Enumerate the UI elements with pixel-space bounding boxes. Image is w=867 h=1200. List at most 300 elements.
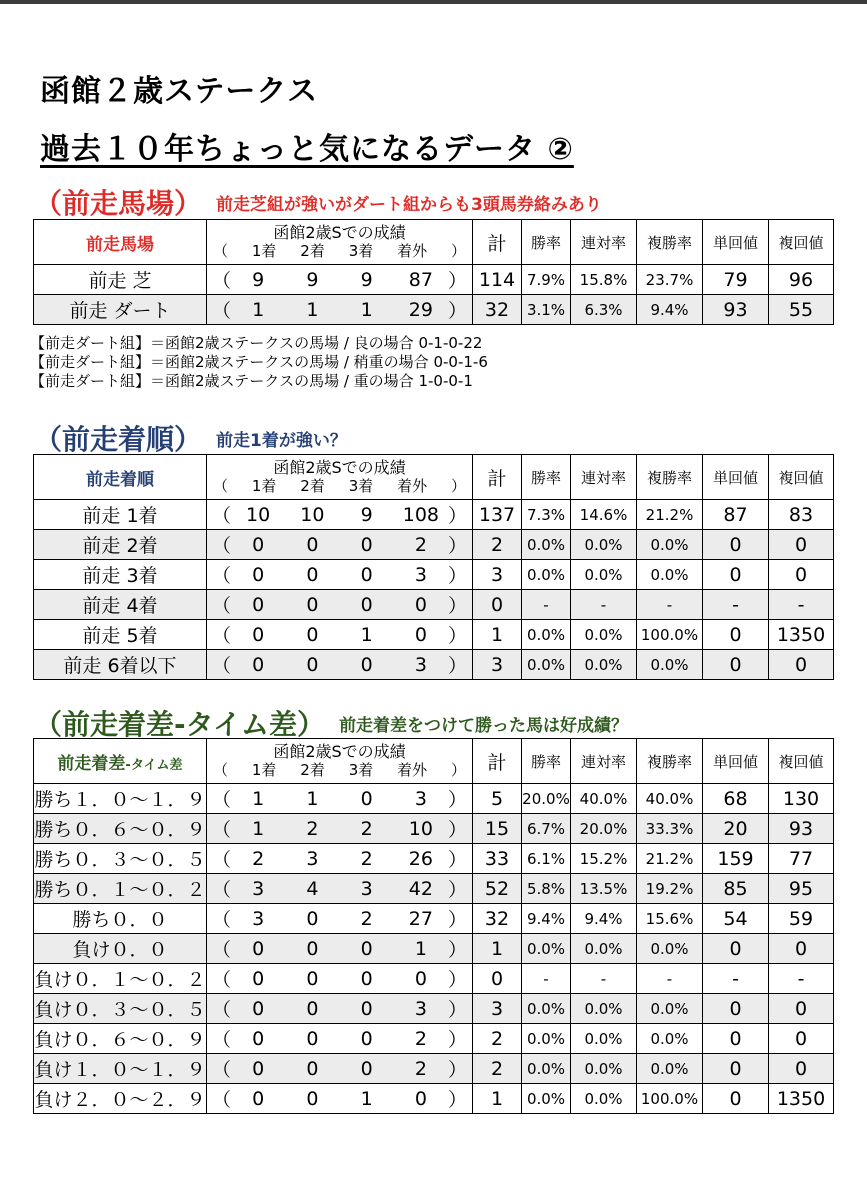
show-return-cell: 1350 <box>769 620 834 650</box>
paren-close: ） <box>450 242 466 260</box>
count-p3: 0 <box>360 593 373 616</box>
count-p3: 0 <box>360 1057 373 1080</box>
group-header-title: 函館2歳Sでの成績 <box>273 458 406 477</box>
table-row <box>34 650 834 680</box>
finish-counts-wrap <box>207 785 472 812</box>
column-header: 単回値 <box>703 220 769 265</box>
count-p4: 0 <box>414 593 427 616</box>
finish-counts-wrap <box>207 815 472 842</box>
paren-open: （ <box>212 300 232 322</box>
total-cell: 52 <box>473 874 522 904</box>
total-cell: 3 <box>473 560 522 590</box>
page-title: 函館２歳ステークス <box>40 74 319 109</box>
count-p3: 3 <box>360 877 373 900</box>
finish-counts-wrap <box>207 621 472 648</box>
count-p2: 0 <box>306 1027 319 1050</box>
paren-open: （ <box>212 625 232 647</box>
paren-open: （ <box>212 1089 232 1111</box>
section3-heading <box>34 703 628 743</box>
col-1st: 1着 <box>251 761 277 779</box>
row-label: 負け０．１～０．２ <box>34 964 207 994</box>
total-cell: 0 <box>473 590 522 620</box>
count-p3: 1 <box>360 1087 373 1110</box>
row-label: 勝ち０．６～０．９ <box>34 814 207 844</box>
show-return-cell: 0 <box>769 560 834 590</box>
count-p4: 26 <box>408 847 433 870</box>
row-label: 前走 ダート <box>34 295 207 325</box>
column-header: 連対率 <box>571 739 637 784</box>
show-return-cell: - <box>769 964 834 994</box>
paren-open: （ <box>212 939 232 961</box>
finish-counts-wrap <box>207 875 472 902</box>
paren-open: （ <box>213 242 229 260</box>
col-out: 着外 <box>397 477 428 495</box>
count-p1: 3 <box>252 907 265 930</box>
win-rate-cell: 3.1% <box>522 295 571 325</box>
count-p4: 10 <box>408 817 433 840</box>
total-cell: 33 <box>473 844 522 874</box>
paren-close: ） <box>448 849 468 871</box>
paren-close: ） <box>448 595 468 617</box>
finish-counts <box>207 295 473 325</box>
finish-counts <box>207 904 473 934</box>
count-p3: 2 <box>360 907 373 930</box>
win-return-cell: 0 <box>703 1084 769 1114</box>
count-p2: 0 <box>306 623 319 646</box>
count-p2: 0 <box>306 533 319 556</box>
win-rate-cell: 0.0% <box>522 620 571 650</box>
row-label: 勝ち０．１～０．２ <box>34 874 207 904</box>
finish-counts <box>207 994 473 1024</box>
col-2nd: 2着 <box>300 477 325 495</box>
column-header: 複勝率 <box>637 455 703 500</box>
show-rate-cell: 23.7% <box>637 265 703 295</box>
finish-counts-wrap <box>207 296 472 323</box>
quinella-rate-cell: 0.0% <box>571 994 637 1024</box>
column-header: 複回値 <box>769 739 834 784</box>
show-return-cell: 130 <box>769 784 834 814</box>
count-p3: 9 <box>360 503 373 526</box>
column-header: 勝率 <box>522 455 571 500</box>
count-p1: 0 <box>252 937 265 960</box>
col-3rd: 3着 <box>348 477 374 495</box>
quinella-rate-cell: 15.8% <box>571 265 637 295</box>
count-p4: 0 <box>414 1087 427 1110</box>
paren-close: ） <box>448 789 468 811</box>
count-p3: 0 <box>360 1027 373 1050</box>
show-rate-cell: 100.0% <box>637 620 703 650</box>
total-cell: 5 <box>473 784 522 814</box>
label-header-cell: 前走馬場 <box>34 220 207 265</box>
group-header-cell <box>207 220 473 265</box>
row-label: 前走 6着以下 <box>34 650 207 680</box>
paren-open: （ <box>212 1059 232 1081</box>
show-rate-cell: - <box>637 590 703 620</box>
paren-close: ） <box>448 999 468 1021</box>
show-rate-cell: 0.0% <box>637 650 703 680</box>
finish-counts <box>207 500 473 530</box>
show-rate-cell: 15.6% <box>637 904 703 934</box>
section2-subtitle: 前走1着が強い？ <box>216 430 347 451</box>
count-p1: 0 <box>252 653 265 676</box>
column-header: 勝率 <box>522 739 571 784</box>
paren-close: ） <box>448 1089 468 1111</box>
table-row <box>34 844 834 874</box>
quinella-rate-cell: 0.0% <box>571 560 637 590</box>
win-rate-cell: 0.0% <box>522 1024 571 1054</box>
win-return-cell: 159 <box>703 844 769 874</box>
table-row <box>34 1024 834 1054</box>
count-p2: 0 <box>306 653 319 676</box>
total-cell: 137 <box>473 500 522 530</box>
top-border <box>0 0 867 4</box>
count-p2: 0 <box>306 593 319 616</box>
count-p4: 3 <box>414 653 427 676</box>
finish-counts-wrap <box>207 266 472 293</box>
table-row <box>34 784 834 814</box>
total-cell: 32 <box>473 904 522 934</box>
paren-close: ） <box>448 939 468 961</box>
win-return-cell: 0 <box>703 650 769 680</box>
show-rate-cell: 0.0% <box>637 934 703 964</box>
note-line: 【前走ダート組】＝函館2歳ステークスの馬場 / 稍重の場合 0-0-1-6 <box>30 353 488 371</box>
row-label: 前走 2着 <box>34 530 207 560</box>
win-rate-cell: 0.0% <box>522 934 571 964</box>
section3-title: （前走着差-タイム差） <box>34 708 326 741</box>
quinella-rate-cell: - <box>571 964 637 994</box>
section1-heading <box>34 182 602 222</box>
show-return-cell: 1350 <box>769 1084 834 1114</box>
count-p2: 0 <box>306 1057 319 1080</box>
col-1st: 1着 <box>251 242 277 260</box>
count-p4: 27 <box>408 907 433 930</box>
finish-counts <box>207 560 473 590</box>
count-p4: 2 <box>414 1057 427 1080</box>
table-row <box>34 530 834 560</box>
group-header-columns <box>207 477 472 495</box>
count-p4: 3 <box>414 787 427 810</box>
column-header: 単回値 <box>703 455 769 500</box>
row-label: 前走 5着 <box>34 620 207 650</box>
count-p1: 0 <box>252 623 265 646</box>
label-header-cell: 前走着順 <box>34 455 207 500</box>
paren-open: （ <box>212 789 232 811</box>
table-row <box>34 1084 834 1114</box>
paren-close: ） <box>448 909 468 931</box>
show-rate-cell: 33.3% <box>637 814 703 844</box>
count-p2: 10 <box>300 503 325 526</box>
finish-counts <box>207 1084 473 1114</box>
count-p2: 9 <box>306 268 319 291</box>
label-header-small: -タイム差 <box>125 757 183 773</box>
win-return-cell: 93 <box>703 295 769 325</box>
finish-counts-wrap <box>207 501 472 528</box>
count-p2: 0 <box>306 563 319 586</box>
quinella-rate-cell: 15.2% <box>571 844 637 874</box>
paren-open: （ <box>212 565 232 587</box>
win-rate-cell: 0.0% <box>522 560 571 590</box>
quinella-rate-cell: 0.0% <box>571 530 637 560</box>
count-p4: 0 <box>414 967 427 990</box>
table-row <box>34 265 834 295</box>
section1-notes <box>30 334 488 391</box>
row-label: 負け０．６～０．９ <box>34 1024 207 1054</box>
quinella-rate-cell: - <box>571 590 637 620</box>
row-label: 前走 芝 <box>34 265 207 295</box>
win-return-cell: 0 <box>703 934 769 964</box>
table-row <box>34 500 834 530</box>
column-header: 連対率 <box>571 220 637 265</box>
count-p4: 1 <box>414 937 427 960</box>
count-p2: 0 <box>306 967 319 990</box>
count-p1: 10 <box>246 503 271 526</box>
paren-open: （ <box>212 819 232 841</box>
table-row <box>34 934 834 964</box>
count-p2: 1 <box>306 298 319 321</box>
paren-open: （ <box>212 655 232 677</box>
row-label: 負け１．０～１．９ <box>34 1054 207 1084</box>
row-label: 前走 4着 <box>34 590 207 620</box>
show-rate-cell: 100.0% <box>637 1084 703 1114</box>
count-p4: 87 <box>408 268 433 291</box>
total-cell: 15 <box>473 814 522 844</box>
show-return-cell: 59 <box>769 904 834 934</box>
count-p2: 3 <box>306 847 319 870</box>
paren-close: ） <box>448 300 468 322</box>
paren-open: （ <box>212 849 232 871</box>
count-p4: 42 <box>408 877 433 900</box>
group-header-title: 函館2歳Sでの成績 <box>273 223 406 242</box>
table-row <box>34 560 834 590</box>
finish-counts-wrap <box>207 935 472 962</box>
show-return-cell: 93 <box>769 814 834 844</box>
paren-open: （ <box>212 1029 232 1051</box>
total-cell: 1 <box>473 934 522 964</box>
total-cell: 1 <box>473 620 522 650</box>
label-header-main: 前走着差 <box>57 753 126 774</box>
count-p1: 9 <box>252 268 265 291</box>
show-return-cell: 55 <box>769 295 834 325</box>
win-rate-cell: 6.7% <box>522 814 571 844</box>
show-return-cell: 95 <box>769 874 834 904</box>
win-return-cell: 0 <box>703 1024 769 1054</box>
count-p3: 0 <box>360 997 373 1020</box>
count-p4: 2 <box>414 533 427 556</box>
count-p3: 1 <box>360 298 373 321</box>
win-rate-cell: - <box>522 590 571 620</box>
row-label: 勝ち０．３～０．５ <box>34 844 207 874</box>
quinella-rate-cell: 0.0% <box>571 620 637 650</box>
win-rate-cell: 7.9% <box>522 265 571 295</box>
win-rate-cell: - <box>522 964 571 994</box>
paren-close: ） <box>448 879 468 901</box>
count-p3: 1 <box>360 623 373 646</box>
page-subtitle: 過去１０年ちょっと気になるデータ ② <box>40 132 574 167</box>
group-header-columns <box>207 242 472 260</box>
paren-open: （ <box>212 270 232 292</box>
column-header: 複回値 <box>769 455 834 500</box>
count-p1: 2 <box>252 847 265 870</box>
finish-counts-wrap <box>207 995 472 1022</box>
count-p2: 0 <box>306 997 319 1020</box>
table-previous-surface <box>33 219 834 325</box>
col-out: 着外 <box>397 242 428 260</box>
finish-counts <box>207 1054 473 1084</box>
show-return-cell: 0 <box>769 934 834 964</box>
count-p1: 3 <box>252 877 265 900</box>
count-p4: 3 <box>414 997 427 1020</box>
show-rate-cell: 0.0% <box>637 530 703 560</box>
paren-open: （ <box>212 909 232 931</box>
paren-open: （ <box>212 879 232 901</box>
win-return-cell: 85 <box>703 874 769 904</box>
count-p4: 108 <box>402 503 440 526</box>
finish-counts <box>207 844 473 874</box>
total-cell: 3 <box>473 994 522 1024</box>
table-row <box>34 964 834 994</box>
col-3rd: 3着 <box>348 242 374 260</box>
col-out: 着外 <box>397 761 428 779</box>
section2-title: （前走着順） <box>34 423 203 456</box>
paren-close: ） <box>450 477 466 495</box>
paren-close: ） <box>448 1059 468 1081</box>
col-3rd: 3着 <box>348 761 374 779</box>
win-return-cell: 79 <box>703 265 769 295</box>
finish-counts-wrap <box>207 905 472 932</box>
count-p3: 2 <box>360 817 373 840</box>
count-p4: 29 <box>408 298 433 321</box>
count-p2: 4 <box>306 877 319 900</box>
table-row <box>34 1054 834 1084</box>
note-line: 【前走ダート組】＝函館2歳ステークスの馬場 / 良の場合 0-1-0-22 <box>30 334 483 352</box>
column-header: 計 <box>473 455 522 500</box>
count-p2: 1 <box>306 787 319 810</box>
show-rate-cell: 21.2% <box>637 500 703 530</box>
win-return-cell: 0 <box>703 994 769 1024</box>
column-header: 計 <box>473 739 522 784</box>
column-header: 計 <box>473 220 522 265</box>
column-header: 複回値 <box>769 220 834 265</box>
count-p3: 0 <box>360 787 373 810</box>
count-p2: 0 <box>306 937 319 960</box>
win-rate-cell: 0.0% <box>522 1054 571 1084</box>
show-rate-cell: 0.0% <box>637 1054 703 1084</box>
row-label: 負け０．３～０．５ <box>34 994 207 1024</box>
paren-close: ） <box>448 969 468 991</box>
win-return-cell: 68 <box>703 784 769 814</box>
table-row <box>34 904 834 934</box>
finish-counts <box>207 265 473 295</box>
group-header-cell <box>207 739 473 784</box>
count-p1: 1 <box>252 298 265 321</box>
count-p2: 0 <box>306 1087 319 1110</box>
win-return-cell: 54 <box>703 904 769 934</box>
win-rate-cell: 9.4% <box>522 904 571 934</box>
count-p1: 0 <box>252 593 265 616</box>
row-label: 負け０．０ <box>34 934 207 964</box>
show-return-cell: - <box>769 590 834 620</box>
table-previous-margin <box>33 738 834 1114</box>
count-p1: 0 <box>252 1027 265 1050</box>
count-p2: 2 <box>306 817 319 840</box>
table-row <box>34 590 834 620</box>
show-return-cell: 77 <box>769 844 834 874</box>
row-label: 負け２．０～２．９ <box>34 1084 207 1114</box>
finish-counts-wrap <box>207 531 472 558</box>
paren-close: ） <box>448 535 468 557</box>
win-return-cell: 0 <box>703 560 769 590</box>
win-rate-cell: 0.0% <box>522 650 571 680</box>
count-p1: 0 <box>252 1057 265 1080</box>
finish-counts-wrap <box>207 1055 472 1082</box>
quinella-rate-cell: 6.3% <box>571 295 637 325</box>
column-header: 複勝率 <box>637 739 703 784</box>
win-rate-cell: 7.3% <box>522 500 571 530</box>
show-rate-cell: 21.2% <box>637 844 703 874</box>
show-rate-cell: 19.2% <box>637 874 703 904</box>
row-label: 前走 3着 <box>34 560 207 590</box>
quinella-rate-cell: 13.5% <box>571 874 637 904</box>
paren-close: ） <box>448 819 468 841</box>
count-p1: 0 <box>252 533 265 556</box>
win-return-cell: - <box>703 964 769 994</box>
win-return-cell: 0 <box>703 620 769 650</box>
finish-counts <box>207 1024 473 1054</box>
count-p4: 0 <box>414 623 427 646</box>
count-p1: 1 <box>252 817 265 840</box>
quinella-rate-cell: 0.0% <box>571 1054 637 1084</box>
column-header: 複勝率 <box>637 220 703 265</box>
win-return-cell: - <box>703 590 769 620</box>
show-rate-cell: - <box>637 964 703 994</box>
total-cell: 114 <box>473 265 522 295</box>
finish-counts <box>207 620 473 650</box>
column-header: 勝率 <box>522 220 571 265</box>
row-label: 勝ち０．０ <box>34 904 207 934</box>
win-rate-cell: 0.0% <box>522 1084 571 1114</box>
count-p1: 0 <box>252 1087 265 1110</box>
win-rate-cell: 0.0% <box>522 530 571 560</box>
table-row <box>34 814 834 844</box>
win-return-cell: 0 <box>703 1054 769 1084</box>
total-cell: 0 <box>473 964 522 994</box>
total-cell: 2 <box>473 1054 522 1084</box>
finish-counts-wrap <box>207 845 472 872</box>
finish-counts <box>207 650 473 680</box>
count-p3: 0 <box>360 937 373 960</box>
finish-counts-wrap <box>207 965 472 992</box>
show-return-cell: 96 <box>769 265 834 295</box>
group-header-title: 函館2歳Sでの成績 <box>273 742 406 761</box>
finish-counts <box>207 964 473 994</box>
show-return-cell: 0 <box>769 1054 834 1084</box>
paren-open: （ <box>212 535 232 557</box>
table-row <box>34 620 834 650</box>
paren-close: ） <box>448 565 468 587</box>
count-p3: 0 <box>360 563 373 586</box>
finish-counts <box>207 934 473 964</box>
row-label: 前走 1着 <box>34 500 207 530</box>
total-cell: 2 <box>473 530 522 560</box>
quinella-rate-cell: 0.0% <box>571 1084 637 1114</box>
section1-title: （前走馬場） <box>34 187 203 220</box>
finish-counts <box>207 874 473 904</box>
paren-open: （ <box>212 999 232 1021</box>
finish-counts <box>207 590 473 620</box>
finish-counts-wrap <box>207 591 472 618</box>
win-return-cell: 0 <box>703 530 769 560</box>
paren-close: ） <box>448 655 468 677</box>
